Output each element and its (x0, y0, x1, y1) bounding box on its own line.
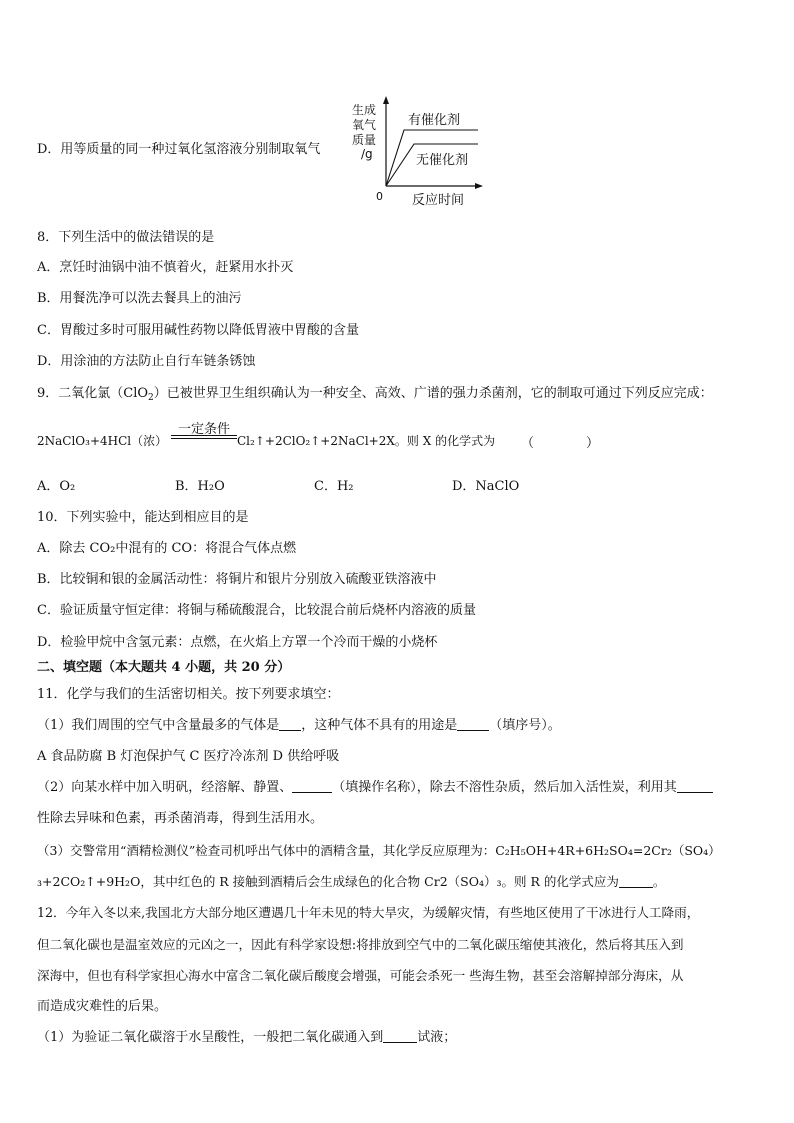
q9-products: Cl₂↑+2ClO₂↑+2NaCl+2X。则 X 的化学式为 (237, 434, 496, 448)
q11-part2-text-b: （填操作名称），除去不溶性杂质，然后加入活性炭，利用其 (332, 780, 677, 795)
q11-part3-line1: （3）交警常用“酒精检测仪”检查司机呼出气体中的酒精含量，其化学反应原理为：C₂H₅OH+4R+6H₂SO₄=2Cr₂（SO₄） (37, 843, 721, 858)
graph-y-label (352, 102, 376, 161)
q9-option-d: D．NaClO (452, 479, 520, 494)
q9-reactants: 2NaClO₃+4HCl（浓） (37, 434, 168, 448)
q12-blank-indicator[interactable] (383, 1030, 417, 1043)
q9-option-a: A．O₂ (37, 479, 76, 494)
q11-part3-text-c: 。 (652, 874, 666, 889)
q11-part1-options: A 食品防腐 B 灯泡保护气 C 医疗冷冻剂 D 供给呼吸 (37, 749, 340, 764)
q8-option-a: A．烹饪时油锅中油不慎着火，赶紧用水扑灭 (37, 260, 294, 275)
q10-option-b: B．比较铜和银的金属活动性：将铜片和银片分别放入硫酸亚铁溶液中 (37, 572, 437, 587)
q9-equation-bar-2 (171, 438, 237, 439)
q10-option-d: D．检验甲烷中含氢元素：点燃，在火焰上方罩一个冷而干燥的小烧杯 (37, 635, 438, 650)
q9-option-b: B．H₂O (175, 479, 225, 494)
q9-stem (37, 386, 713, 406)
q11-blank-use[interactable] (457, 718, 489, 731)
curve-label-no-catalyst: 无催化剂 (416, 153, 469, 168)
q9-stem-a: 9．二氧化氯（ClO (37, 386, 149, 401)
graph-y-arrow (383, 96, 389, 104)
graph-x-label: 反应时间 (412, 193, 465, 208)
q10-stem: 10．下列实验中，能达到相应目的是 (37, 510, 249, 525)
q9-equation-bar-1 (171, 435, 237, 436)
graph-y-label-line-2: 氧气 (352, 118, 377, 132)
q9-stem-sub: 2 (148, 393, 154, 403)
oxygen-mass-graph (350, 96, 485, 211)
q9-stem-b: ）已被世界卫生组织确认为一种安全、高效、广谱的强力杀菌剂，它的制取可通过下列反应完成： (153, 386, 713, 401)
q9-paren: （ ） (521, 436, 600, 451)
q8-option-d: D．用涂油的方法防止自行车链条锈蚀 (37, 354, 256, 369)
q12-part1-text-a: （1）为验证二氧化碳溶于水呈酸性，一般把二氧化碳通入到 (37, 1030, 384, 1045)
q8-stem: 8．下列生活中的做法错误的是 (37, 230, 215, 245)
q11-blank-gas[interactable] (279, 718, 301, 731)
graph-y-label-line-4: /g (361, 147, 373, 161)
q11-blank-formula[interactable] (619, 875, 653, 888)
q9-equation (37, 418, 657, 454)
q11-blank-operation[interactable] (292, 780, 332, 793)
q9-options (37, 479, 657, 495)
q11-part2-line1 (37, 780, 713, 796)
q11-stem: 11．化学与我们的生活密切相关。按下列要求填空： (37, 687, 340, 702)
curve-label-catalyst: 有催化剂 (408, 113, 461, 128)
q12-line-3: 深海中，但也有科学家担心海水中富含二氧化碳后酸度会增强，可能会杀死一 些海生物，甚至会溶解掉部分海床，从 (37, 968, 684, 983)
q8-option-c: C．胃酸过多时可服用碱性药物以降低胃液中胃酸的含量 (37, 323, 359, 338)
q8-option-b: B．用餐洗净可以洗去餐具上的油污 (37, 291, 242, 306)
graph-origin: 0 (376, 190, 383, 203)
graph-y-label-line-3: 质量 (352, 133, 377, 147)
q9-option-c: C．H₂ (314, 479, 354, 494)
q11-part1-text-c: （填序号）。 (489, 718, 561, 733)
q9-condition: 一定条件 (177, 422, 230, 437)
q11-part1-text-b: ，这种气体不具有的用途是 (301, 718, 458, 733)
q11-part2-line2: 性除去异味和色素，再杀菌消毒，得到生活用水。 (37, 811, 324, 826)
q11-part1-text-a: （1）我们周围的空气中含量最多的气体是 (37, 718, 280, 733)
q11-part2-text-a: （2）向某水样中加入明矾，经溶解、静置、 (37, 780, 293, 795)
graph-y-label-line-1: 生成 (352, 103, 377, 117)
q10-option-c: C．验证质量守恒定律：将铜与稀硫酸混合，比较混合前后烧杯内溶液的质量 (37, 603, 476, 618)
q11-part3-text-b: ₃+2CO₂↑+9H₂O，其中红色的 R 接触到酒精后会生成绿色的化合物 Cr2（SO₄）₃。则 R 的化学式应为 (37, 874, 619, 889)
q12-part1-text-b: 试液； (417, 1030, 457, 1045)
q12-part1 (37, 1030, 456, 1046)
q11-part3-line2 (37, 874, 665, 890)
q12-line-2: 但二氧化碳也是温室效应的元凶之一，因此有科学家设想:将排放到空气中的二氧化碳压缩使其液化，然后将其压入到 (37, 937, 684, 952)
section-title: 二、填空题（本大题共 4 小题，共 20 分） (37, 660, 291, 675)
q11-blank-property[interactable] (677, 780, 713, 793)
q12-line-4: 而造成灾难性的后果。 (37, 999, 168, 1014)
q10-option-a: A．除去 CO₂中混有的 CO：将混合气体点燃 (37, 541, 297, 556)
graph-x-arrow (475, 183, 483, 189)
q7-option-d: D．用等质量的同一种过氧化氢溶液分别制取氧气 (37, 142, 321, 157)
q12-line-1: 12．今年入冬以来,我国北方大部分地区遭遇几十年未见的特大旱灾，为缓解灾情，有些地区使用了干冰进行人工降雨， (37, 905, 700, 920)
q11-part1 (37, 718, 561, 734)
